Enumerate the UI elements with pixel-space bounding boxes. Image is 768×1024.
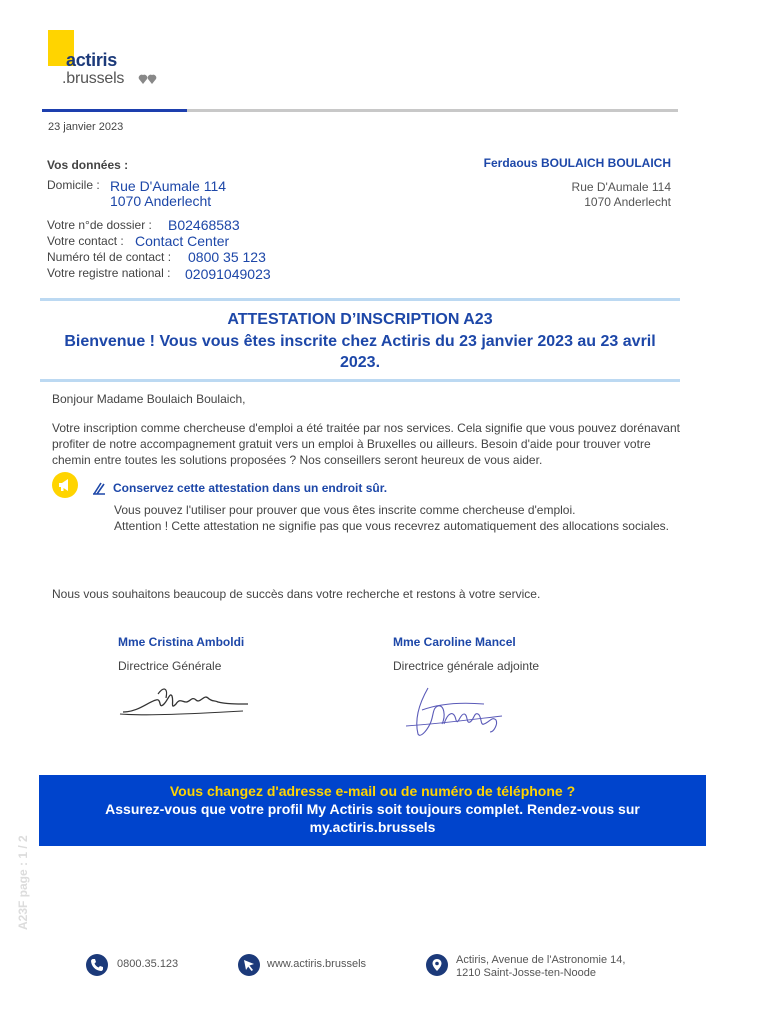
registre-value: 02091049023	[185, 266, 271, 282]
footer-address	[456, 954, 625, 980]
contact-value: Contact Center	[135, 233, 230, 249]
signatory-1-role: Directrice Générale	[118, 659, 222, 673]
greeting: Bonjour Madame Boulaich Boulaich,	[52, 392, 246, 406]
footer-address-line2: 1210 Saint-Josse-ten-Noode	[456, 967, 597, 979]
header-divider-accent	[42, 109, 187, 112]
registre-label: Votre registre national :	[47, 266, 171, 280]
intro-paragraph: Votre inscription comme chercheuse d'emploi a été traitée par nos services. Cela signifie que vous pouvez dorénavant profiter de notre accompagnement gratuit vers un emploi à Bruxelles ou ailleurs. Besoin d'aide pour trouver votre chemin entre toutes les solutions proposées ? Nos conseillers seront heureux de vous aider.	[52, 421, 680, 467]
profile-update-banner	[39, 775, 706, 846]
title-top-divider	[40, 298, 680, 301]
signature-2-image	[398, 680, 508, 747]
phone-icon	[86, 954, 108, 976]
recipient-name: Ferdaous BOULAICH BOULAICH	[483, 156, 671, 170]
dossier-value: B02468583	[168, 217, 240, 233]
welcome-title: Bienvenue ! Vous vous êtes inscrite chez Actiris du 23 janvier 2023 au 23 avril 2023.	[64, 333, 656, 371]
tel-value: 0800 35 123	[188, 249, 266, 265]
document-date: 23 janvier 2023	[48, 121, 124, 133]
logo-wordmark: actiris	[66, 50, 117, 70]
domicile-label: Domicile :	[47, 178, 100, 192]
notice-line2: Attention ! Cette attestation ne signifie pas que vous recevrez automatiquement des allocations sociales.	[114, 519, 669, 533]
closing-sentence: Nous vous souhaitons beaucoup de succès dans votre recherche et restons à votre service.	[52, 587, 541, 601]
location-pin-icon	[426, 954, 448, 976]
footer-website[interactable]: www.actiris.brussels	[267, 958, 367, 970]
notice-body	[114, 502, 714, 534]
pen-hand-icon	[92, 481, 108, 500]
notice-line1: Vous pouvez l'utiliser pour prouver que vous êtes inscrite comme chercheuse d'emploi.	[114, 503, 576, 517]
contact-label: Votre contact :	[47, 234, 124, 248]
dossier-label: Votre n°de dossier :	[47, 218, 152, 232]
domicile-line1: Rue D'Aumale 114	[110, 178, 227, 194]
footer-address-line1: Actiris, Avenue de l'Astronomie 14,	[456, 954, 626, 966]
signatory-2-role: Directrice générale adjointe	[393, 659, 540, 673]
signature-1-image	[118, 680, 253, 725]
logo-subwordmark: .brussels	[62, 70, 125, 87]
actiris-logo	[46, 30, 176, 90]
tel-label: Numéro tél de contact :	[47, 250, 172, 264]
signatory-1-name: Mme Cristina Amboldi	[118, 635, 245, 649]
domicile-line2: 1070 Anderlecht	[110, 193, 212, 209]
attestation-title: ATTESTATION D’INSCRIPTION A23	[227, 311, 493, 328]
title-bottom-divider	[40, 379, 680, 382]
page-marker: A23F page : 1 / 2	[16, 835, 30, 930]
footer-phone[interactable]: 0800.35.123	[117, 958, 179, 970]
notice-title: Conservez cette attestation dans un endroit sûr.	[113, 481, 388, 495]
data-heading: Vos données :	[47, 158, 129, 172]
signatory-2-name: Mme Caroline Mancel	[393, 635, 516, 649]
banner-headline: Vous changez d'adresse e-mail ou de numéro de téléphone ?	[169, 783, 576, 799]
banner-text: Assurez-vous que votre profil My Actiris soit toujours complet. Rendez-vous sur my.actiris.brussels	[105, 801, 640, 835]
logo-hearts-icon	[138, 73, 160, 88]
cursor-icon	[238, 954, 260, 976]
recipient-address-line1: Rue D'Aumale 114	[571, 180, 671, 194]
recipient-address-line2: 1070 Anderlecht	[584, 195, 671, 209]
megaphone-icon	[52, 472, 78, 498]
